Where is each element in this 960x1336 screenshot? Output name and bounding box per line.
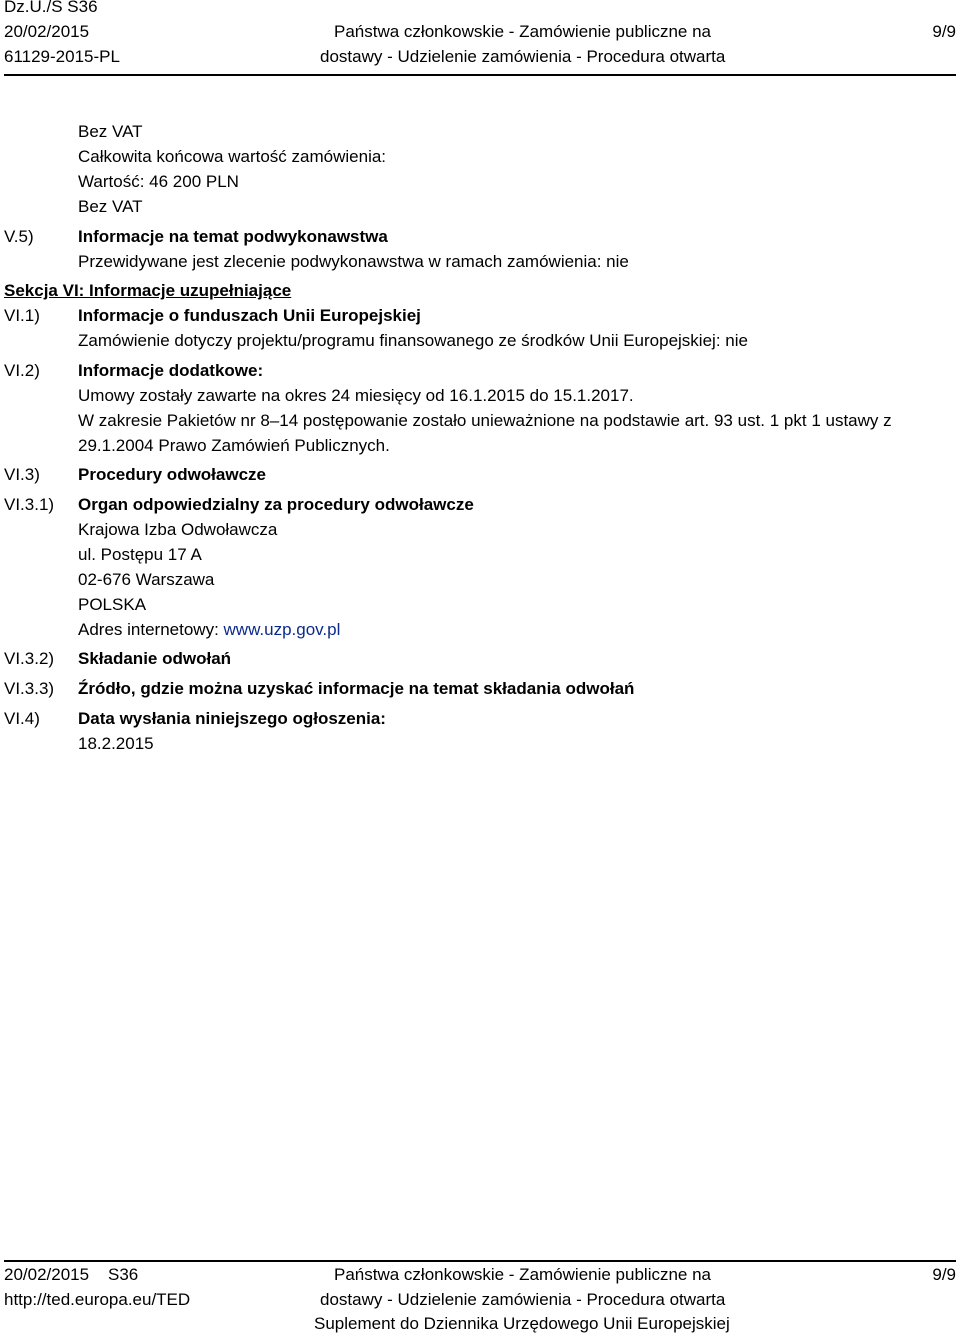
review-procedures-heading: Procedury odwoławcze	[78, 465, 266, 484]
value-vat-note: Bez VAT	[78, 122, 143, 141]
section-number-vi32: VI.3.2)	[4, 649, 55, 668]
footer-page-number: 9/9	[932, 1265, 956, 1284]
review-body-web	[78, 617, 340, 642]
section-number-vi3: VI.3)	[4, 465, 40, 484]
appeals-info-source-heading: Źródło, gdzie można uzyskać informacje na temat składania odwołań	[78, 679, 635, 698]
web-address-link[interactable]: www.uzp.gov.pl	[223, 620, 341, 639]
additional-info-line3: 29.1.2004 Prawo Zamówień Publicznych.	[78, 436, 390, 455]
header-title-line2: dostawy - Udzielenie zamówienia - Procedura otwarta	[320, 47, 726, 66]
section-number-vi4: VI.4)	[4, 709, 40, 728]
footer-title-line1: Państwa członkowskie - Zamówienie publiczne na	[334, 1265, 712, 1284]
dispatch-date: 18.2.2015	[78, 734, 154, 753]
subcontracting-text: Przewidywane jest zlecenie podwykonawstwa w ramach zamówienia: nie	[78, 252, 629, 271]
total-value-label: Całkowita końcowa wartość zamówienia:	[78, 147, 387, 166]
footer-date-series: 20/02/2015 S36	[4, 1265, 139, 1284]
total-value-amount: Wartość: 46 200 PLN	[78, 172, 239, 191]
journal-ref: Dz.U./S S36	[4, 0, 98, 16]
web-address-label: Adres internetowy:	[78, 620, 224, 639]
footer-title-line3: Suplement do Dziennika Urzędowego Unii Europejskiej	[314, 1314, 730, 1333]
section-number-vi1: VI.1)	[4, 306, 40, 325]
header-page-number: 9/9	[932, 22, 956, 41]
additional-info-line1: Umowy zostały zawarte na okres 24 miesięcy od 16.1.2015 do 15.1.2017.	[78, 386, 634, 405]
section-number-vi2: VI.2)	[4, 361, 40, 380]
header-date: 20/02/2015	[4, 22, 90, 41]
additional-info-line2: W zakresie Pakietów nr 8–14 postępowanie zostało unieważnione na podstawie art. 93 ust. 1 pkt 1 ustawy z	[78, 411, 892, 430]
review-body-heading: Organ odpowiedzialny za procedury odwoławcze	[78, 495, 474, 514]
review-body-country: POLSKA	[78, 595, 147, 614]
additional-info-heading: Informacje dodatkowe:	[78, 361, 264, 380]
section-number-vi33: VI.3.3)	[4, 679, 55, 698]
section-vi-title: Sekcja VI: Informacje uzupełniające	[4, 281, 292, 300]
header-title-line1: Państwa członkowskie - Zamówienie publiczne na	[334, 22, 712, 41]
section-number-vi31: VI.3.1)	[4, 495, 55, 514]
footer-url[interactable]: http://ted.europa.eu/TED	[4, 1290, 191, 1309]
eu-funds-heading: Informacje o funduszach Unii Europejskiej	[78, 306, 421, 325]
review-body-name: Krajowa Izba Odwoławcza	[78, 520, 278, 539]
total-value-vat-note: Bez VAT	[78, 197, 143, 216]
header-divider	[4, 74, 956, 76]
dispatch-date-heading: Data wysłania niniejszego ogłoszenia:	[78, 709, 386, 728]
notice-id: 61129-2015-PL	[4, 47, 120, 66]
eu-funds-text: Zamówienie dotyczy projektu/programu finansowanego ze środków Unii Europejskiej: nie	[78, 331, 748, 350]
review-body-street: ul. Postępu 17 A	[78, 545, 202, 564]
footer-title-line2: dostawy - Udzielenie zamówienia - Procedura otwarta	[320, 1290, 726, 1309]
subcontracting-heading: Informacje na temat podwykonawstwa	[78, 227, 388, 246]
lodging-appeals-heading: Składanie odwołań	[78, 649, 232, 668]
review-body-city: 02-676 Warszawa	[78, 570, 215, 589]
section-number-v5: V.5)	[4, 227, 34, 246]
